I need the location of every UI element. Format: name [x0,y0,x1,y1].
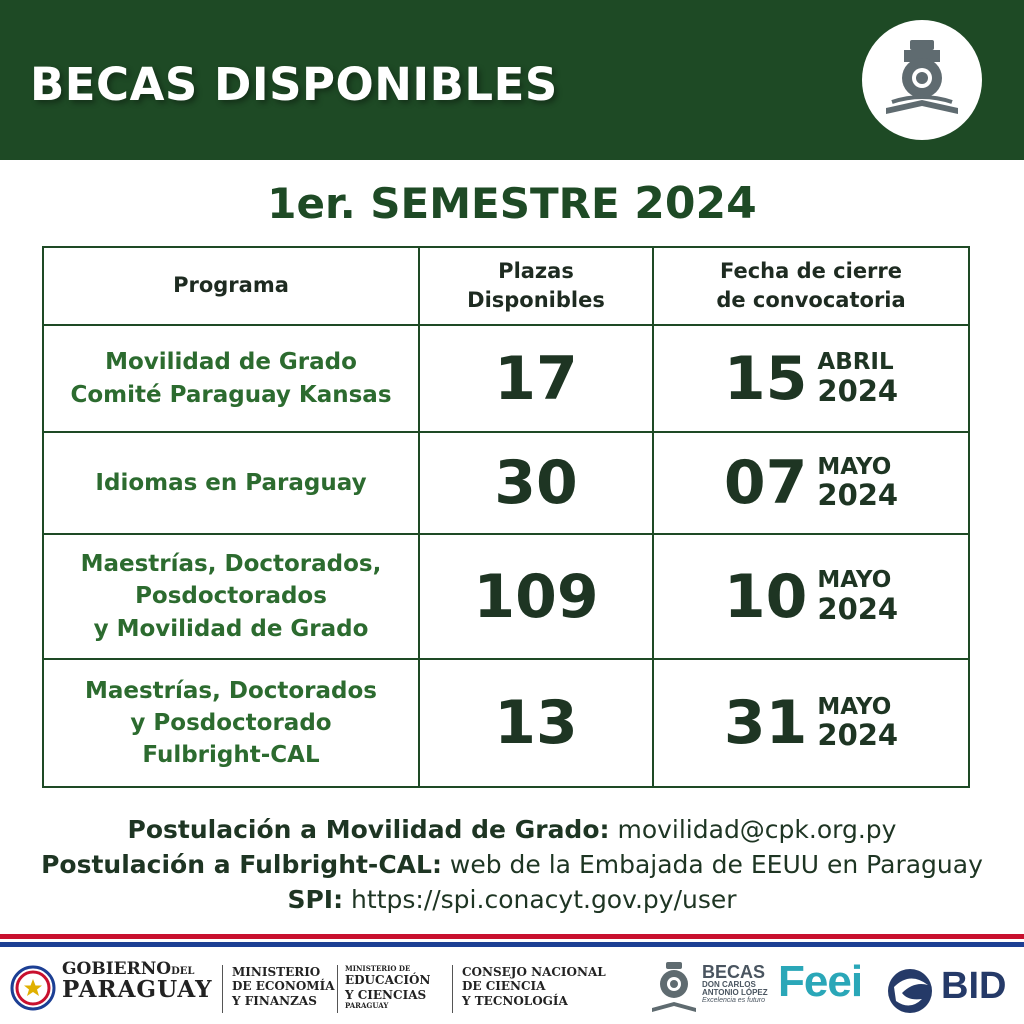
programa-cell [43,659,419,787]
fecha-month: MAYO [817,567,892,594]
col-header-plazas-line1: Plazas [498,258,574,283]
divider [337,965,338,1013]
programa-line: y Movilidad de Grado [93,615,369,642]
programa-line: Maestrías, Doctorados [84,677,377,704]
min-econ-line: DE ECONOMÍA [232,979,335,994]
contact-movilidad-label: Postulación a Movilidad de Grado: [127,815,610,844]
contact-spi [0,882,1024,917]
fecha-cell [653,534,969,659]
col-header-fecha-line1: Fecha de cierre [719,258,903,283]
logo-badge [862,20,982,140]
col-header-fecha-line2: de convocatoria [716,288,906,312]
fecha-day: 31 [723,688,808,758]
programa-cell [43,432,419,534]
programa-line: Fulbright-CAL [142,742,320,769]
min-edu-bottom: PARAGUAY [345,1001,389,1011]
fecha-year: 2024 [817,478,899,513]
feei-logo: Feei [778,957,863,1006]
locomotive-book-icon [882,38,962,122]
plazas-value: 30 [419,432,653,534]
government-seal-icon [10,965,56,1011]
min-edu-top: MINISTERIO DE [345,964,411,973]
min-edu-line: Y CIENCIAS [345,987,427,1002]
divider [452,965,453,1013]
gov-del: DEL [171,966,195,977]
fecha-cell [653,325,969,432]
plazas-value: 109 [419,534,653,659]
col-header-plazas-line2: Disponibles [467,288,605,312]
header-banner [0,0,1024,160]
gov-line1: GOBIERNO [62,959,172,979]
col-header-programa: Programa [43,247,419,325]
table-row [43,325,969,432]
conacyt-line: Y TECNOLOGÍA [462,993,568,1008]
bid-globe-icon [884,967,936,1015]
contact-info [0,812,1024,917]
min-econ-line: MINISTERIO [232,965,321,979]
gobierno-paraguay-logo [62,961,213,1001]
fecha-cell [653,659,969,787]
fecha-month: ABRIL [817,349,894,376]
conacyt-logo [462,965,606,1008]
semester-year: 2024 [634,178,757,229]
contact-movilidad [0,812,1024,847]
becas-don-carlos-logo [702,963,768,1004]
page-title: BECAS DISPONIBLES [30,58,558,111]
programa-line: Posdoctorados [135,583,327,610]
becas-table [42,246,970,788]
fecha-day: 07 [723,448,808,518]
programa-line: Movilidad de Grado [105,349,357,376]
becas-sub2: ANTONIO LÓPEZ [702,988,768,997]
fecha-month: MAYO [817,453,892,480]
gov-line2: PARAGUAY [62,976,213,1003]
col-header-plazas [419,247,653,325]
programa-line: y Posdoctorado [130,709,332,736]
plazas-value: 17 [419,325,653,432]
programa-cell [43,534,419,659]
table-row [43,534,969,659]
divider [222,965,223,1013]
contact-spi-url[interactable]: https://spi.conacyt.gov.py/user [351,885,737,914]
fecha-day: 15 [723,343,808,414]
contact-fulbright [0,847,1024,882]
becas-title: BECAS [702,962,766,982]
fecha-day: 10 [723,561,808,632]
becas-tagline: Excelencia es futuro [702,997,766,1004]
contact-movilidad-email[interactable]: movilidad@cpk.org.py [617,815,897,844]
ministerio-educacion-logo [345,965,430,1011]
fecha-cell [653,432,969,534]
conacyt-line: CONSEJO NACIONAL [462,965,606,979]
footer-logos [0,955,1024,1024]
contact-spi-label: SPI: [287,885,344,914]
semester-label: 1er. SEMESTRE [267,179,620,228]
semester-heading [0,178,1024,229]
fecha-year: 2024 [817,373,899,408]
programa-cell [43,325,419,432]
flag-stripe-blue [0,942,1024,947]
fecha-month: MAYO [817,693,892,720]
table-header-row [43,247,969,325]
ministerio-economia-logo [232,965,335,1008]
programa-line: Maestrías, Doctorados, [80,551,382,578]
becas-sub1: DON CARLOS [702,980,756,989]
bid-logo: BID [941,965,1007,1007]
min-econ-line: Y FINANZAS [232,993,317,1008]
col-header-fecha [653,247,969,325]
contact-fulbright-label: Postulación a Fulbright-CAL: [41,850,442,879]
contact-fulbright-value: web de la Embajada de EEUU en Paraguay [449,850,983,879]
conacyt-line: DE CIENCIA [462,979,546,994]
fecha-year: 2024 [817,591,899,626]
programa-line: Comité Paraguay Kansas [70,381,392,408]
fecha-year: 2024 [817,718,899,753]
becas-locomotive-icon [650,960,698,1018]
table-row [43,432,969,534]
table-row [43,659,969,787]
min-edu-line: EDUCACIÓN [345,973,431,988]
plazas-value: 13 [419,659,653,787]
programa-line: Idiomas en Paraguay [95,469,367,496]
